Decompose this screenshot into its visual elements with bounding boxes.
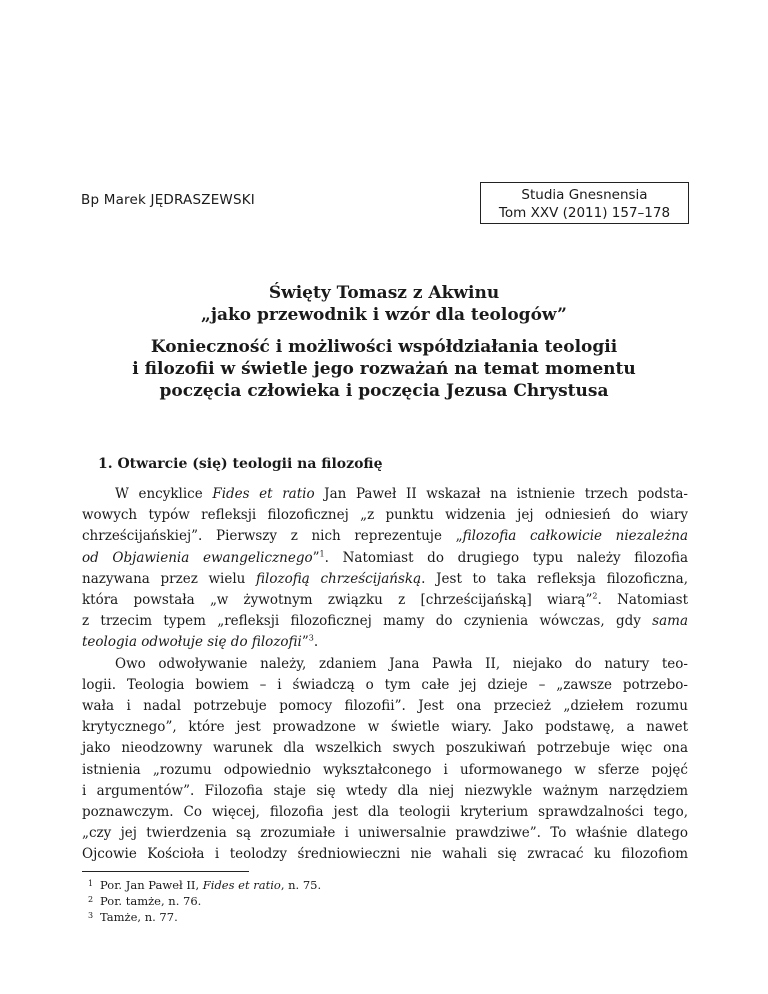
footnote-ref: 2 [592,591,598,601]
paragraph-line: istnienia „rozumu odpowiednio wykształconego i uformowanego w sferze pojęć [82,761,688,778]
paragraph-line: która powstała „w żywotnym związku z [chrześcijańską] wiarą”$^2$. Natomiast [82,591,688,609]
title-line: „jako przewodnik i wzór dla teologów” [201,305,567,325]
paragraph-line: od Objawienia ewangelicznego”$^1$. Natomiast do drugiego typu należy filozofia [82,549,689,566]
paragraph-line: wała i nadal potrzebuje pomocy filozofii”. Jest ona przecież „dziełem rozumu [82,698,688,715]
paragraph-line: krytycznego”, które jest prowadzone w świetle wiary. Jako podstawę, a nawet [82,719,688,736]
article-title [60,282,708,326]
paragraph-line: chrześcijańskiej”. Pierwszy z nich reprezentuje „filozofia całkowicie niezależna [82,528,688,545]
footnote-separator [82,871,249,872]
journal-volume: Tom XXV (2011) 157–178 [498,205,671,221]
paragraph-line: W encyklice Fides et ratio Jan Paweł II wskazał na istnienie trzech podsta- [115,486,688,502]
subtitle-line: i filozofii w świetle jego rozważań na temat momentu [132,359,636,379]
journal-name: Studia Gnesnensia [521,187,648,203]
footnote-ref: 3 [308,633,314,643]
paragraph-line: z trzecim typem „refleksji filozoficznej mamy do czynienia wówczas, gdy sama [82,613,688,630]
paragraph-line: teologia odwołuje się do filozofii”$^3$. [82,633,319,651]
article-subtitle [60,336,708,402]
author-name: Bp Marek JĘDRASZEWSKI [81,192,255,208]
paragraph-line: „czy jej twierdzenia są zrozumiałe i uniwersalnie prawdziwe”. To właśnie dlatego [82,825,688,842]
subtitle-line: Konieczność i możliwości współdziałania teologii [150,337,618,357]
paragraph-line: Owo odwoływanie należy, zdaniem Jana Pawła II, niejako do natury teo- [115,655,688,672]
paragraph-line: wowych typów refleksji filozoficznej „z punktu widzenia jej odniesień do wiary [82,507,688,524]
paragraph-line: poznawczym. Co więcej, filozofia jest dla teologii kryterium sprawdzalności tego, [82,804,688,821]
body-text [82,484,688,866]
footnote-number: 2 [88,895,94,904]
footnote-number: 1 [88,879,94,888]
paragraph-line: Ojcowie Kościoła i teolodzy średniowieczni nie wahali się zwracać ku filozofiom [82,846,688,863]
section-heading: 1. Otwarcie (się) teologii na filozofię [98,456,383,472]
title-line: Święty Tomasz z Akwinu [268,283,500,303]
journal-citation-box [480,182,689,224]
footnote-ref: 1 [319,549,325,559]
footnote: 3 Tamże, n. 77. [88,910,178,924]
footnote: 1 Por. Jan Paweł II, Fides et ratio, n. 75. [88,878,322,892]
footnote: 2 Por. tamże, n. 76. [88,894,202,908]
paragraph-line: jako nieodzowny warunek dla wszelkich swych poszukiwań potrzebuje więc ona [82,740,688,757]
paragraph-line: nazywana przez wielu filozofią chrześcijańską. Jest to taka refleksja filozoficzna, [82,570,688,587]
footnote-number: 3 [88,911,94,920]
paragraph-line: i argumentów”. Filozofia staje się wtedy dla niej niezwykle ważnym narzędziem [82,782,688,799]
paragraph-line: logii. Teologia bowiem – i świadczą o tym całe jej dzieje – „zawsze potrzebo- [82,676,688,693]
subtitle-line: poczęcia człowieka i poczęcia Jezusa Chrystusa [159,381,609,401]
